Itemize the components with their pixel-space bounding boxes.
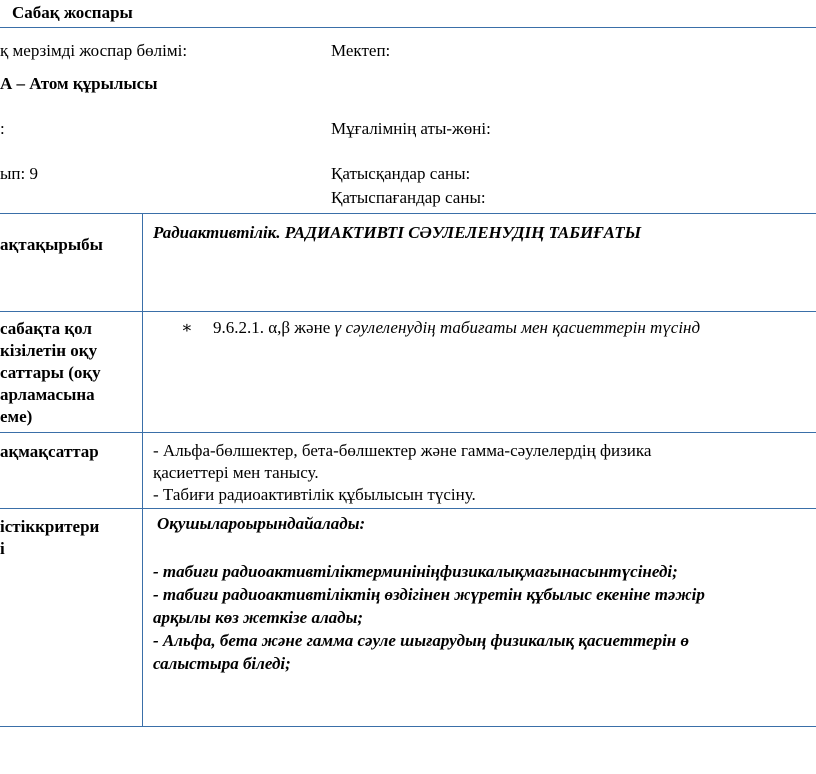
objectives-value-code: 9.6.2.1. α,β және xyxy=(213,318,331,337)
goals-line-1: - Альфа-бөлшектер, бета-бөлшектер және гамма-сәулелердің физика xyxy=(153,441,652,460)
topic-value: Радиактивтілік. РАДИАКТИВТІ СӘУЛЕЛЕНУДІҢ ТАБИҒАТЫ xyxy=(153,223,642,242)
objectives-label-line-5: еме) xyxy=(0,407,33,426)
present-label: Қатысқандар саны: xyxy=(331,164,471,183)
objectives-value xyxy=(213,317,700,339)
criteria-line-5: салыстыра біледі; xyxy=(153,654,291,673)
goals-line-2: қасиеттері мен танысу. xyxy=(153,463,319,482)
criteria-line-1: - табиғи радиоактивтіліктерминініңфизикалықмағынасынтүсінеді; xyxy=(153,562,678,581)
class-label: ып: 9 xyxy=(0,164,38,183)
objectives-label-line-3: саттары (оқу xyxy=(0,363,101,382)
criteria-label-line-1: істіккритери xyxy=(0,517,100,536)
objectives-value-italic: γ сәулеленудің табиғаты мен қасиеттерін түсінд xyxy=(334,318,701,337)
row-divider-3 xyxy=(0,508,816,509)
objectives-label-line-1: сабақта қол xyxy=(0,319,92,338)
page-title: Сабақ жоспары xyxy=(12,3,133,22)
table-top-border xyxy=(0,213,816,214)
section-title: А – Атом құрылысы xyxy=(0,74,158,93)
bullet-icon: ∗ xyxy=(181,318,193,337)
absent-label: Қатыспағандар саны: xyxy=(331,188,486,207)
topic-label: ақтақырыбы xyxy=(0,235,103,254)
criteria-label-line-2: і xyxy=(0,539,5,558)
criteria-intro: Оқушылароырындайалады: xyxy=(157,514,366,533)
table-column-divider xyxy=(142,213,143,726)
row-divider-1 xyxy=(0,311,816,312)
objectives-label-line-2: кізілетін оқу xyxy=(0,341,98,360)
date-label: : xyxy=(0,119,5,138)
objectives-label-line-4: арламасына xyxy=(0,385,95,404)
row-divider-2 xyxy=(0,432,816,433)
criteria-line-4: - Альфа, бета және гамма сәуле шығарудың физикалық қасиеттерін ө xyxy=(153,631,689,650)
goals-label: ақмақсаттар xyxy=(0,442,99,461)
school-label: Мектеп: xyxy=(331,41,391,60)
criteria-line-3: арқылы көз жеткізе алады; xyxy=(153,608,364,627)
teacher-label: Мұғалімнің аты-жөні: xyxy=(331,119,491,138)
goals-line-3: - Табиғи радиоактивтілік құбылысын түсіну. xyxy=(153,485,476,504)
long-term-plan-label: қ мерзімді жоспар бөлімі: xyxy=(0,41,188,60)
table-bottom-border xyxy=(0,726,816,727)
criteria-line-2: - табиғи радиоактивтіліктің өздігінен жүретін құбылыс екеніне тәжір xyxy=(153,585,705,604)
header-top-border xyxy=(0,27,816,28)
